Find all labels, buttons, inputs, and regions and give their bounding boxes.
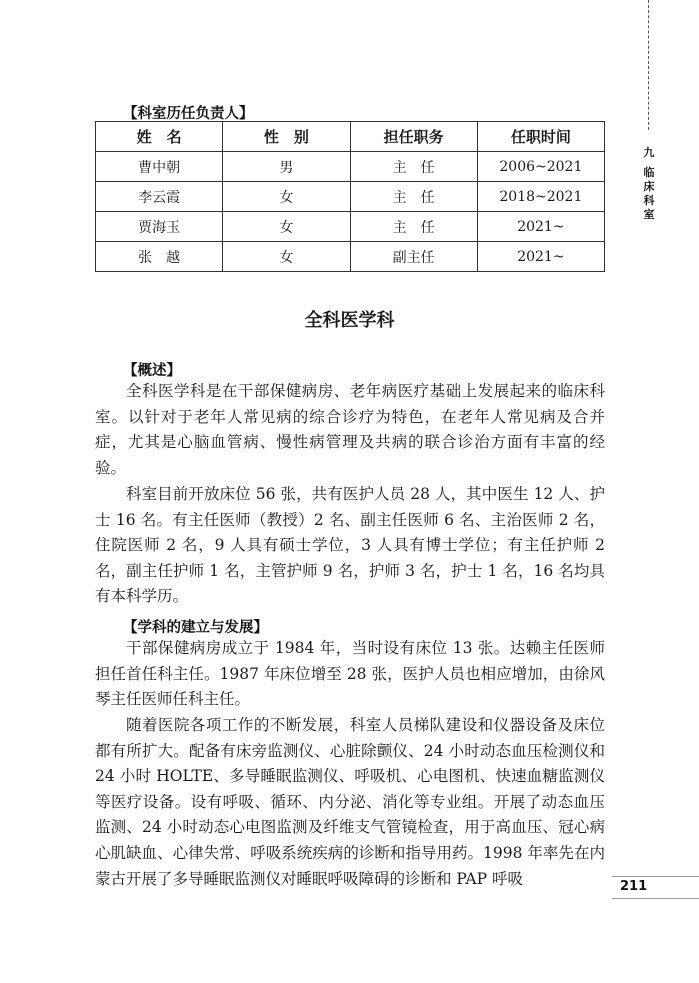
leaders-table <box>95 121 605 272</box>
cell-tenure: 2018~2021 <box>477 182 604 212</box>
cell-tenure: 2006~2021 <box>477 152 604 182</box>
cell-gender: 男 <box>223 152 350 182</box>
page-number: 211 <box>620 879 648 894</box>
cell-tenure: 2021~ <box>477 212 604 242</box>
cell-position: 副主任 <box>350 242 477 272</box>
table-row <box>96 182 605 212</box>
chapter-marker <box>641 146 657 222</box>
leaders-heading: 【科室历任负责人】 <box>123 106 254 122</box>
chapter-divider-line <box>648 0 649 130</box>
cell-position: 主 任 <box>350 212 477 242</box>
chapter-number: 九 <box>643 146 655 159</box>
footer-rule <box>612 876 699 877</box>
overview-heading: 【概述】 <box>123 363 181 379</box>
history-paragraph-1: 干部保健病房成立于 1984 年，当时设有床位 13 张。达赖主任医师担任首任科主任。1987 年床位增至 28 张，医护人员也相应增加，由徐风琴主任医师任科主任。 <box>95 639 605 709</box>
column-header-tenure: 任职时间 <box>477 122 604 152</box>
footer-rule <box>612 898 699 899</box>
chapter-title: 临床科室 <box>643 166 655 221</box>
cell-tenure: 2021~ <box>477 242 604 272</box>
column-header-gender: 性 别 <box>223 122 350 152</box>
history-heading: 【学科的建立与发展】 <box>123 620 268 636</box>
column-header-name: 姓 名 <box>96 122 223 152</box>
cell-gender: 女 <box>223 182 350 212</box>
cell-name: 曹中朝 <box>96 152 223 182</box>
cell-position: 主 任 <box>350 182 477 212</box>
cell-name: 贾海玉 <box>96 212 223 242</box>
cell-name: 张 越 <box>96 242 223 272</box>
table-row <box>96 152 605 182</box>
cell-name: 李云霞 <box>96 182 223 212</box>
cell-gender: 女 <box>223 242 350 272</box>
cell-position: 主 任 <box>350 152 477 182</box>
table-row <box>96 212 605 242</box>
overview-paragraph-2: 科室目前开放床位 56 张，共有医护人员 28 人，其中医生 12 人、护士 16 名。有主任医师（教授）2 名、副主任医师 6 名、主治医师 2 名，住院医师 2 名，9 人具有硕士学位，3 人具有博士学位；有主任护师 2 名，副主任护师 1 名，主管护师 9 名，护师 3 名，护士 1 名，16 名均具有本科学历。 <box>95 485 605 606</box>
table-header-row <box>96 122 605 152</box>
history-paragraph-2: 随着医院各项工作的不断发展，科室人员梯队建设和仪器设备及床位都有所扩大。配备有床旁监测仪、心脏除颤仪、24 小时动态血压检测仪和 24 小时 HOLTE、多导睡眠监测仪、呼吸机、心电图机、快速血糖监测仪等医疗设备。设有呼吸、循环、内分泌、消化等专业组。开展了动态血压监测、24 小时动态心电图监测及纤维支气管镜检查，用于高血压、冠心病心肌缺血、心律失常、呼吸系统疾病的诊断和指导用药。1998 年率先在内蒙古开展了多导睡眠监测仪对睡眠呼吸障碍的诊断和 PAP 呼吸 <box>95 716 605 888</box>
department-title: 全科医学科 <box>304 310 395 331</box>
overview-paragraph-1: 全科医学科是在干部保健病房、老年病医疗基础上发展起来的临床科室。以针对于老年人常见病的综合诊疗为特色，在老年人常见病及合并症，尤其是心脑血管病、慢性病管理及共病的联合诊治方面有丰富的经验。 <box>95 382 605 477</box>
column-header-position: 担任职务 <box>350 122 477 152</box>
table-row <box>96 242 605 272</box>
cell-gender: 女 <box>223 212 350 242</box>
